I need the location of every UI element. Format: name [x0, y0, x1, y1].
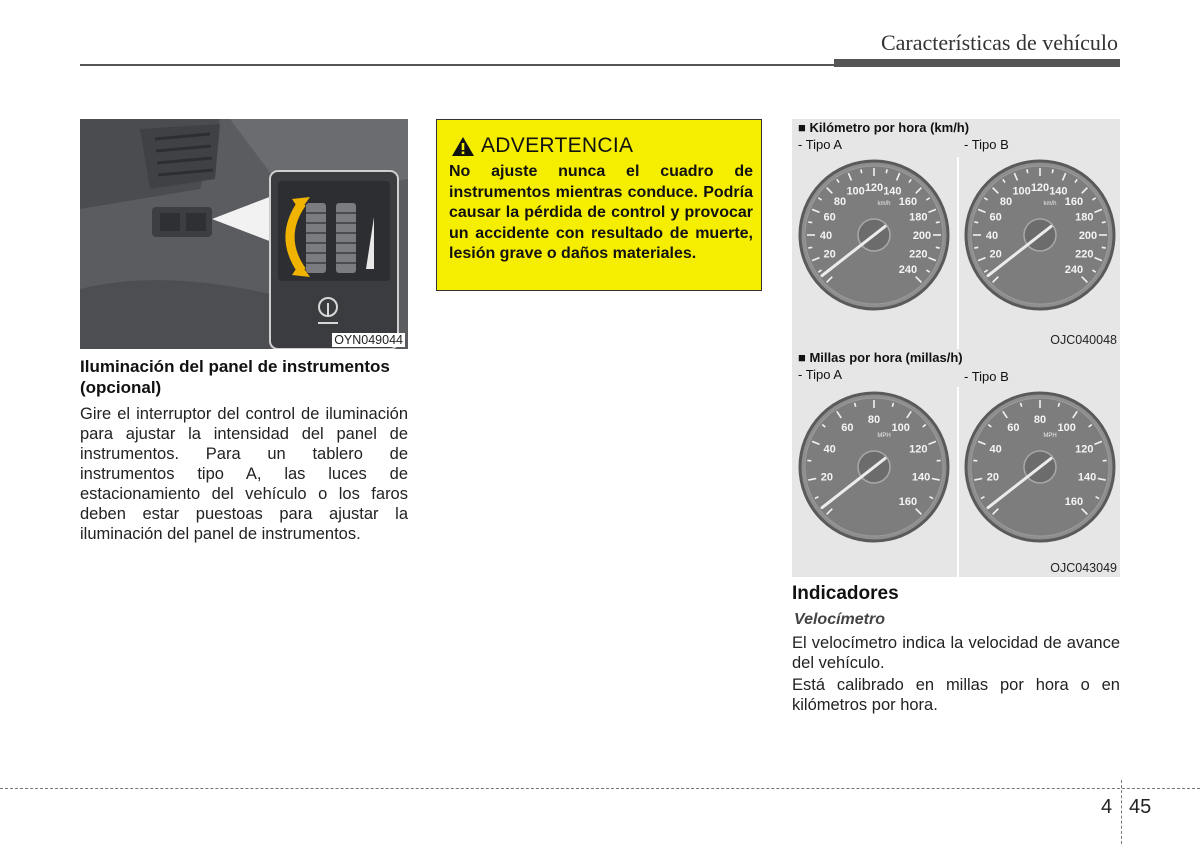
dial-label: 140 [911, 471, 931, 484]
dial-label: 80 [833, 196, 847, 209]
dial-label: 200 [1078, 230, 1098, 242]
footer-separator [1121, 780, 1122, 844]
chapter-number: 4 [1101, 796, 1113, 818]
dial-label: 140 [1077, 471, 1097, 484]
dial-label: 160 [898, 495, 918, 508]
section-body: Gire el interruptor del control de iluminación para ajustar la intensidad del panel de instrumentos. Para un tablero de instrumentos tipo A, las luces de estacionamiento del vehículo o los faros deben estar puestoas para ajustar la iluminación del panel de instrumentos. [80, 405, 408, 543]
dial-label: 80 [1033, 414, 1047, 426]
mph-speedometer-type-b [958, 387, 1122, 547]
dial-label: 80 [867, 414, 881, 426]
dial-label: 220 [1075, 248, 1094, 261]
dashboard-illustration [80, 119, 408, 349]
dial-label: 60 [841, 422, 854, 435]
dial-label: 40 [823, 443, 836, 456]
header-rule-accent [834, 59, 1120, 67]
mph-figure-code: OJC043049 [1050, 561, 1117, 575]
dial-label: 180 [1075, 211, 1094, 224]
mph-speedometer-type-a [792, 387, 956, 547]
dial-label: 120 [864, 182, 884, 194]
dial-label: 20 [989, 248, 1002, 261]
dial-label: 180 [909, 211, 928, 224]
dial-label: 140 [1049, 185, 1068, 198]
dial-unit: MPH [877, 433, 891, 439]
warning-title: ADVERTENCIA [481, 134, 634, 157]
illumination-switch-figure [80, 119, 408, 349]
dial-label: 60 [989, 211, 1002, 224]
mph-caption: ■ Millas por hora (millas/h) [798, 350, 963, 365]
dial-label: 240 [898, 263, 918, 276]
footer-rule [0, 788, 1200, 789]
dial-label: 120 [1075, 443, 1094, 456]
indicators-heading: Indicadores [792, 583, 899, 604]
dial-label: 120 [909, 443, 928, 456]
mph-type-a-label: - Tipo A [798, 367, 843, 382]
kmh-type-a-label: - Tipo A [798, 137, 843, 152]
running-header: Características de vehículo [880, 30, 1118, 55]
dial-label: 160 [898, 196, 918, 209]
kmh-caption: ■ Kilómetro por hora (km/h) [798, 120, 970, 135]
dial-label: 100 [891, 422, 910, 435]
dial-unit: km/h [1043, 201, 1057, 207]
kmh-speedometer-type-b [958, 155, 1122, 315]
dial-label: 20 [820, 471, 834, 484]
warning-text: No ajuste nunca el cuadro de instrumentos mientras conduce. Podría causar la pérdida de control y provocar un accidente con resultado de muerte, lesión grave o daños materiales. [449, 163, 753, 262]
dial-label: 140 [883, 185, 902, 198]
dial-label: 200 [912, 230, 932, 242]
mph-gauges-figure [792, 349, 1120, 577]
figure-code: OYN049044 [334, 333, 403, 347]
section-title: Iluminación del panel de instrumentos (opcional) [80, 357, 390, 397]
speedometer-paragraph-2: Está calibrado en millas por hora o en kilómetros por hora. [792, 676, 1120, 714]
header-rule [80, 64, 840, 66]
kmh-figure-code: OJC040048 [1050, 333, 1117, 347]
dial-label: 40 [989, 443, 1002, 456]
dial-label: 60 [823, 211, 836, 224]
warning-box [436, 119, 762, 291]
dial-label: 100 [1012, 185, 1031, 198]
speedometer-paragraph-1: El velocímetro indica la velocidad de avance del vehículo. [792, 634, 1120, 672]
dial-label: 60 [1007, 422, 1020, 435]
dial-label: 20 [986, 471, 1000, 484]
dial-label: 160 [1064, 196, 1084, 209]
page-number: 45 [1129, 796, 1152, 818]
dial-label: 40 [985, 230, 999, 242]
dial-unit: km/h [877, 201, 891, 207]
warning-triangle-icon [451, 136, 475, 157]
dial-label: 120 [1030, 182, 1050, 194]
dial-label: 100 [846, 185, 865, 198]
dial-unit: MPH [1043, 433, 1057, 439]
dial-label: 240 [1064, 263, 1084, 276]
speedometer-subheading: Velocímetro [794, 611, 885, 628]
mph-type-b-label: - Tipo B [964, 369, 1009, 384]
dial-label: 220 [909, 248, 928, 261]
kmh-type-b-label: - Tipo B [964, 137, 1009, 152]
dial-label: 20 [823, 248, 836, 261]
dial-label: 40 [819, 230, 833, 242]
warning-header [451, 134, 633, 158]
dial-label: 160 [1064, 495, 1084, 508]
kmh-speedometer-type-a [792, 155, 956, 315]
dial-label: 80 [999, 196, 1013, 209]
dial-label: 100 [1057, 422, 1076, 435]
kmh-gauges-figure [792, 119, 1120, 349]
